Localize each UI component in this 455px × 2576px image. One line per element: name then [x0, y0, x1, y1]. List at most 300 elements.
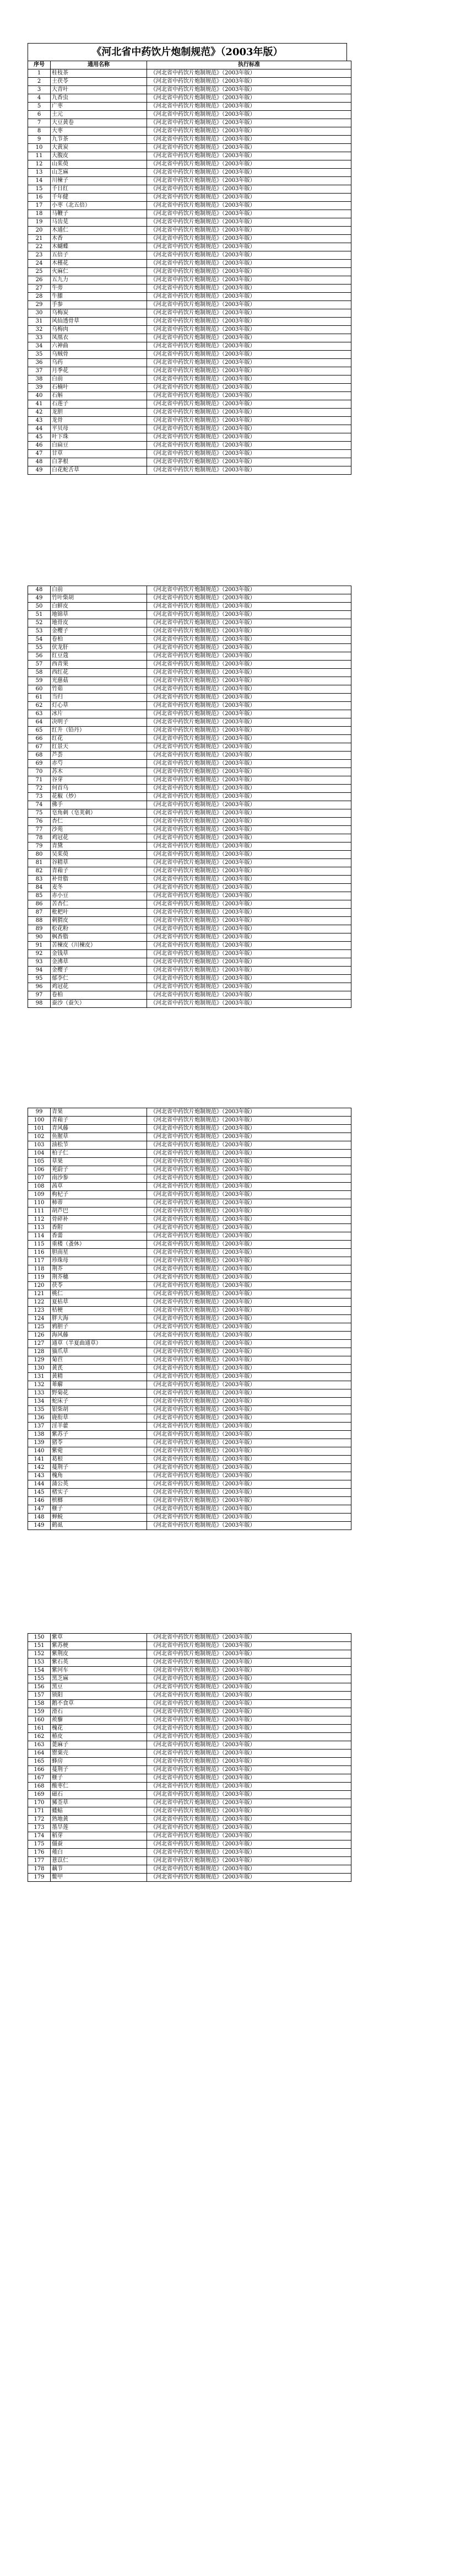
row-number: 107 — [28, 1174, 51, 1183]
table-row — [28, 967, 351, 975]
table-row — [28, 669, 351, 677]
table-row — [28, 942, 351, 950]
standard-cell: 《河北省中药饮片炮制规范》（2003年版） — [147, 1832, 351, 1840]
table-row — [28, 384, 351, 392]
herb-name: 草果 — [51, 1158, 147, 1166]
herb-name: 枫香脂 — [51, 933, 147, 942]
standard-cell: 《河北省中药饮片炮制规范》（2003年版） — [147, 1791, 351, 1799]
herb-name: 黄芪 — [51, 1365, 147, 1373]
row-number: 138 — [28, 1431, 51, 1439]
standard-cell: 《河北省中药饮片炮制规范》（2003年版） — [147, 160, 351, 169]
standard-cell: 《河北省中药饮片炮制规范》（2003年版） — [147, 466, 351, 475]
herb-name: 大豆黄卷 — [51, 119, 147, 127]
herb-name: 大青叶 — [51, 86, 147, 94]
standard-cell: 《河北省中药饮片炮制规范》（2003年版） — [147, 169, 351, 177]
standard-cell: 《河北省中药饮片炮制规范》（2003年版） — [147, 127, 351, 136]
table-row — [28, 743, 351, 752]
herb-name: 六神曲 — [51, 342, 147, 351]
herb-name: 木香 — [51, 235, 147, 243]
table-row — [28, 202, 351, 210]
table-row — [28, 776, 351, 785]
standard-cell: 《河北省中药饮片炮制规范》（2003年版） — [147, 1857, 351, 1865]
herb-name: 黑豆 — [51, 1683, 147, 1692]
table-row — [28, 1208, 351, 1216]
row-number: 89 — [28, 925, 51, 933]
standard-cell: 《河北省中药饮片炮制规范》（2003年版） — [147, 260, 351, 268]
row-number: 177 — [28, 1857, 51, 1865]
standard-cell: 《河北省中药饮片炮制规范》（2003年版） — [147, 177, 351, 185]
table-row — [28, 1865, 351, 1874]
herb-name: 楮实子 — [51, 1489, 147, 1497]
row-number: 41 — [28, 400, 51, 409]
row-number: 141 — [28, 1456, 51, 1464]
row-number: 61 — [28, 694, 51, 702]
row-number: 77 — [28, 826, 51, 834]
row-number: 135 — [28, 1406, 51, 1414]
table-row — [28, 111, 351, 119]
herb-name: 补骨脂 — [51, 876, 147, 884]
column-header-no: 序号 — [28, 61, 51, 69]
herb-name: 龙胆 — [51, 409, 147, 417]
herb-name: 乌药 — [51, 359, 147, 367]
standard-cell: 《河北省中药饮片炮制规范》（2003年版） — [147, 194, 351, 202]
standard-cell: 《河北省中药饮片炮制规范》（2003年版） — [147, 1414, 351, 1423]
table-row — [28, 636, 351, 644]
table-row — [28, 1389, 351, 1398]
row-number: 100 — [28, 1117, 51, 1125]
row-number: 36 — [28, 359, 51, 367]
column-header-name: 通用名称 — [51, 61, 147, 69]
standard-cell: 《河北省中药饮片炮制规范》（2003年版） — [147, 975, 351, 983]
herb-name: 银柴胡 — [51, 1406, 147, 1414]
table-row — [28, 842, 351, 851]
table-row — [28, 1183, 351, 1191]
standard-cell: 《河北省中药饮片炮制规范》（2003年版） — [147, 1208, 351, 1216]
row-number: 91 — [28, 942, 51, 950]
standard-cell: 《河北省中药饮片炮制规范》（2003年版） — [147, 1456, 351, 1464]
row-number: 6 — [28, 111, 51, 119]
standard-cell: 《河北省中药饮片炮制规范》（2003年版） — [147, 1749, 351, 1758]
standard-cell: 《河北省中药饮片炮制规范》（2003年版） — [147, 276, 351, 285]
table-row — [28, 400, 351, 409]
table-row — [28, 900, 351, 909]
herb-name: 桃仁 — [51, 1290, 147, 1298]
table-header-row — [28, 61, 351, 69]
herb-name: 灯心草 — [51, 702, 147, 710]
table-row — [28, 1323, 351, 1332]
herb-name: 麦冬 — [51, 884, 147, 892]
row-number: 130 — [28, 1365, 51, 1373]
row-number: 79 — [28, 842, 51, 851]
row-number: 8 — [28, 127, 51, 136]
column-header-std: 执行标准 — [147, 61, 351, 69]
row-number: 85 — [28, 892, 51, 900]
standard-cell: 《河北省中药饮片炮制规范》（2003年版） — [147, 1150, 351, 1158]
standard-cell: 《河北省中药饮片炮制规范》（2003年版） — [147, 694, 351, 702]
herb-name: 茯苓 — [51, 1282, 147, 1290]
table-row — [28, 1849, 351, 1857]
herb-name: 猫爪草 — [51, 1348, 147, 1356]
standard-cell: 《河北省中药饮片炮制规范》（2003年版） — [147, 1158, 351, 1166]
row-number: 93 — [28, 958, 51, 967]
row-number: 7 — [28, 119, 51, 127]
table-row — [28, 859, 351, 867]
standard-cell: 《河北省中药饮片炮制规范》（2003年版） — [147, 136, 351, 144]
table-row — [28, 1447, 351, 1456]
herb-name: 鹿衔草 — [51, 1414, 147, 1423]
row-number: 30 — [28, 309, 51, 318]
table-row — [28, 1406, 351, 1414]
herb-name: 榧子 — [51, 1774, 147, 1783]
herb-name: 手参 — [51, 301, 147, 309]
table-row — [28, 1282, 351, 1290]
row-number: 38 — [28, 375, 51, 384]
herb-name: 赤芍 — [51, 760, 147, 768]
table-row — [28, 1464, 351, 1472]
standard-cell: 《河北省中药饮片炮制规范》（2003年版） — [147, 1249, 351, 1257]
row-number: 179 — [28, 1874, 51, 1882]
row-number: 166 — [28, 1766, 51, 1774]
row-number: 97 — [28, 991, 51, 1000]
herb-name: 藕节 — [51, 1865, 147, 1874]
standard-cell: 《河北省中药饮片炮制规范》（2003年版） — [147, 235, 351, 243]
standard-cell: 《河北省中药饮片炮制规范》（2003年版） — [147, 69, 351, 78]
row-number: 108 — [28, 1183, 51, 1191]
table-row — [28, 1117, 351, 1125]
standard-cell: 《河北省中药饮片炮制规范》（2003年版） — [147, 1692, 351, 1700]
row-number: 76 — [28, 818, 51, 826]
row-number: 109 — [28, 1191, 51, 1199]
row-number: 176 — [28, 1849, 51, 1857]
table-row — [28, 194, 351, 202]
herb-name: 紫石英 — [51, 1659, 147, 1667]
herb-name: 葛根 — [51, 1456, 147, 1464]
row-number: 39 — [28, 384, 51, 392]
herb-name: 磁石 — [51, 1791, 147, 1799]
standard-cell: 《河北省中药饮片炮制规范》（2003年版） — [147, 111, 351, 119]
table-row — [28, 1381, 351, 1389]
herb-table — [28, 586, 351, 1008]
herb-name: 海风藤 — [51, 1332, 147, 1340]
row-number: 32 — [28, 326, 51, 334]
table-row — [28, 1423, 351, 1431]
table-row — [28, 268, 351, 276]
herb-name: 光慈菇 — [51, 677, 147, 685]
table-row — [28, 1799, 351, 1807]
row-number: 16 — [28, 194, 51, 202]
table-row — [28, 1125, 351, 1133]
table-row — [28, 1439, 351, 1447]
table-row — [28, 1356, 351, 1365]
herb-name: 苦楝皮（川楝皮） — [51, 942, 147, 950]
table-row — [28, 309, 351, 318]
herb-name: 荆芥穗 — [51, 1274, 147, 1282]
standard-cell: 《河北省中药饮片炮制规范》（2003年版） — [147, 1232, 351, 1241]
row-number: 127 — [28, 1340, 51, 1348]
standard-cell: 《河北省中药饮片炮制规范》（2003年版） — [147, 218, 351, 227]
table-row — [28, 1774, 351, 1783]
herb-name: 槐花 — [51, 1725, 147, 1733]
herb-name: 大黄炭 — [51, 144, 147, 152]
herb-name: 千日红 — [51, 185, 147, 194]
standard-cell: 《河北省中药饮片炮制规范》（2003年版） — [147, 1758, 351, 1766]
herb-name: 当归 — [51, 694, 147, 702]
table-row — [28, 78, 351, 86]
row-number: 34 — [28, 342, 51, 351]
standard-cell: 《河北省中药饮片炮制规范》（2003年版） — [147, 1191, 351, 1199]
table-row — [28, 685, 351, 694]
herb-name: 千年健 — [51, 194, 147, 202]
herb-name: 黑芝麻 — [51, 1675, 147, 1683]
herb-name: 石斛 — [51, 392, 147, 400]
row-number: 118 — [28, 1265, 51, 1274]
row-number: 65 — [28, 727, 51, 735]
table-row — [28, 342, 351, 351]
table-row — [28, 1414, 351, 1423]
table-row — [28, 466, 351, 475]
herb-name: 鸦胆子 — [51, 1323, 147, 1332]
standard-cell: 《河北省中药饮片炮制规范》（2003年版） — [147, 185, 351, 194]
table-row — [28, 801, 351, 809]
row-number: 148 — [28, 1514, 51, 1522]
row-number: 51 — [28, 611, 51, 619]
table-row — [28, 652, 351, 661]
table-row — [28, 1232, 351, 1241]
herb-name: 山茱萸 — [51, 160, 147, 169]
row-number: 151 — [28, 1642, 51, 1650]
herb-name: 郁李仁 — [51, 975, 147, 983]
standard-cell: 《河北省中药饮片炮制规范》（2003年版） — [147, 1816, 351, 1824]
row-number: 22 — [28, 243, 51, 251]
table-row — [28, 326, 351, 334]
herb-name: 马齿苋 — [51, 218, 147, 227]
herb-name: 平贝母 — [51, 425, 147, 433]
row-number: 167 — [28, 1774, 51, 1783]
table-row — [28, 1191, 351, 1199]
row-number: 48 — [28, 586, 51, 594]
row-number: 10 — [28, 144, 51, 152]
herb-name: 胡芦巴 — [51, 1208, 147, 1216]
herb-name: 金钱草 — [51, 950, 147, 958]
row-number: 31 — [28, 318, 51, 326]
table-row — [28, 251, 351, 260]
standard-cell: 《河北省中药饮片炮制规范》（2003年版） — [147, 392, 351, 400]
table-row — [28, 1472, 351, 1480]
standard-cell: 《河北省中药饮片炮制规范》（2003年版） — [147, 1799, 351, 1807]
row-number: 46 — [28, 442, 51, 450]
table-row — [28, 1642, 351, 1650]
row-number: 123 — [28, 1307, 51, 1315]
row-number: 113 — [28, 1224, 51, 1232]
standard-cell: 《河北省中药饮片炮制规范》（2003年版） — [147, 119, 351, 127]
herb-name: 紫苏子 — [51, 1431, 147, 1439]
herb-name: 苏木 — [51, 768, 147, 776]
herb-name: 鹤虱 — [51, 1522, 147, 1530]
standard-cell: 《河北省中药饮片炮制规范》（2003年版） — [147, 826, 351, 834]
standard-cell: 《河北省中药饮片炮制规范》（2003年版） — [147, 1683, 351, 1692]
row-number: 86 — [28, 900, 51, 909]
table-row — [28, 417, 351, 425]
table-row — [28, 1791, 351, 1799]
herb-name: 猪苓 — [51, 1439, 147, 1447]
standard-cell: 《河北省中药饮片炮制规范》（2003年版） — [147, 1265, 351, 1274]
standard-cell: 《河北省中药饮片炮制规范》（2003年版） — [147, 1241, 351, 1249]
herb-name: 椿皮 — [51, 1733, 147, 1741]
row-number: 178 — [28, 1865, 51, 1874]
standard-cell: 《河北省中药饮片炮制规范》（2003年版） — [147, 359, 351, 367]
table-row — [28, 367, 351, 375]
standard-cell: 《河北省中药饮片炮制规范》（2003年版） — [147, 1389, 351, 1398]
table-row — [28, 1683, 351, 1692]
table-row — [28, 1758, 351, 1766]
standard-cell: 《河北省中药饮片炮制规范》（2003年版） — [147, 685, 351, 694]
herb-name: 西青果 — [51, 661, 147, 669]
row-number: 94 — [28, 967, 51, 975]
table-row — [28, 619, 351, 627]
row-number: 143 — [28, 1472, 51, 1480]
herb-name: 紫菀 — [51, 1447, 147, 1456]
herb-name: 乌梅肉 — [51, 326, 147, 334]
row-number: 102 — [28, 1133, 51, 1141]
herb-name: 蜂房 — [51, 1758, 147, 1766]
standard-cell: 《河北省中药饮片炮制规范》（2003年版） — [147, 594, 351, 603]
herb-name: 茺蔚子 — [51, 1166, 147, 1174]
row-number: 25 — [28, 268, 51, 276]
standard-cell: 《河北省中药饮片炮制规范》（2003年版） — [147, 1199, 351, 1208]
table-row — [28, 334, 351, 342]
row-number: 15 — [28, 185, 51, 194]
row-number: 70 — [28, 768, 51, 776]
standard-cell: 《河北省中药饮片炮制规范》（2003年版） — [147, 1659, 351, 1667]
herb-name: 桂枝茶 — [51, 69, 147, 78]
herb-name: 金沸草 — [51, 958, 147, 967]
standard-cell: 《河北省中药饮片炮制规范》（2003年版） — [147, 735, 351, 743]
herb-name: 滑石 — [51, 1708, 147, 1716]
herb-name: 九节茶 — [51, 136, 147, 144]
row-number: 126 — [28, 1332, 51, 1340]
standard-cell: 《河北省中药饮片炮制规范》（2003年版） — [147, 1274, 351, 1282]
standard-cell: 《河北省中药饮片炮制规范》（2003年版） — [147, 1174, 351, 1183]
row-number: 172 — [28, 1816, 51, 1824]
standard-cell: 《河北省中药饮片炮制规范》（2003年版） — [147, 644, 351, 652]
row-number: 21 — [28, 235, 51, 243]
herb-name: 红花 — [51, 735, 147, 743]
herb-name: 茜草 — [51, 1183, 147, 1191]
row-number: 9 — [28, 136, 51, 144]
standard-cell: 《河北省中药饮片炮制规范》（2003年版） — [147, 94, 351, 103]
row-number: 66 — [28, 735, 51, 743]
row-number: 63 — [28, 710, 51, 718]
standard-cell: 《河北省中药饮片炮制规范》（2003年版） — [147, 776, 351, 785]
herb-name: 土茯苓 — [51, 78, 147, 86]
row-number: 14 — [28, 177, 51, 185]
herb-name: 五倍子 — [51, 251, 147, 260]
herb-name: 苦杏仁 — [51, 900, 147, 909]
standard-cell: 《河北省中药饮片炮制规范》（2003年版） — [147, 409, 351, 417]
herb-name: 豨莶草 — [51, 1799, 147, 1807]
standard-cell: 《河北省中药饮片炮制规范》（2003年版） — [147, 851, 351, 859]
table-row — [28, 1332, 351, 1340]
table-row — [28, 1522, 351, 1530]
table-row — [28, 1489, 351, 1497]
herb-name: 香薷 — [51, 1232, 147, 1241]
table-row — [28, 1265, 351, 1274]
row-number: 57 — [28, 661, 51, 669]
standard-cell: 《河北省中药饮片炮制规范》（2003年版） — [147, 152, 351, 160]
row-number: 87 — [28, 909, 51, 917]
table-row — [28, 1174, 351, 1183]
standard-cell: 《河北省中药饮片炮制规范》（2003年版） — [147, 425, 351, 433]
table-row — [28, 392, 351, 400]
herb-name: 青黛 — [51, 842, 147, 851]
table-row — [28, 152, 351, 160]
standard-cell: 《河北省中药饮片炮制规范》（2003年版） — [147, 652, 351, 661]
standard-cell: 《河北省中药饮片炮制规范》（2003年版） — [147, 268, 351, 276]
herb-name: 珍珠母 — [51, 1257, 147, 1265]
standard-cell: 《河北省中药饮片炮制规范》（2003年版） — [147, 433, 351, 442]
table-row — [28, 1340, 351, 1348]
table-row — [28, 86, 351, 94]
table-row — [28, 909, 351, 917]
herb-name: 乌贼骨 — [51, 351, 147, 359]
table-row — [28, 375, 351, 384]
herb-name: 青风藤 — [51, 1125, 147, 1133]
table-row — [28, 177, 351, 185]
row-number: 49 — [28, 466, 51, 475]
table-row — [28, 1298, 351, 1307]
table-row — [28, 661, 351, 669]
table-row — [28, 1224, 351, 1232]
standard-cell: 《河北省中药饮片炮制规范》（2003年版） — [147, 661, 351, 669]
herb-name: 山芝麻 — [51, 169, 147, 177]
standard-cell: 《河北省中药饮片炮制规范》（2003年版） — [147, 227, 351, 235]
herb-name: 胖大海 — [51, 1315, 147, 1323]
table-row — [28, 983, 351, 991]
row-number: 59 — [28, 677, 51, 685]
standard-cell: 《河北省中药饮片炮制规范》（2003年版） — [147, 1522, 351, 1530]
standard-cell: 《河北省中药饮片炮制规范》（2003年版） — [147, 367, 351, 375]
row-number: 128 — [28, 1348, 51, 1356]
standard-cell: 《河北省中药饮片炮制规范》（2003年版） — [147, 1125, 351, 1133]
table-row — [28, 144, 351, 152]
row-number: 90 — [28, 933, 51, 942]
row-number: 56 — [28, 652, 51, 661]
table-row — [28, 1257, 351, 1265]
table-row — [28, 318, 351, 326]
row-number: 170 — [28, 1799, 51, 1807]
row-number: 24 — [28, 260, 51, 268]
row-number: 117 — [28, 1257, 51, 1265]
table-row — [28, 793, 351, 801]
standard-cell: 《河北省中药饮片炮制规范》（2003年版） — [147, 342, 351, 351]
standard-cell: 《河北省中药饮片炮制规范》（2003年版） — [147, 884, 351, 892]
row-number: 71 — [28, 776, 51, 785]
standard-cell: 《河北省中药饮片炮制规范》（2003年版） — [147, 1356, 351, 1365]
standard-cell: 《河北省中药饮片炮制规范》（2003年版） — [147, 1667, 351, 1675]
standard-cell: 《河北省中药饮片炮制规范》（2003年版） — [147, 1216, 351, 1224]
standard-cell: 《河北省中药饮片炮制规范》（2003年版） — [147, 834, 351, 842]
standard-cell: 《河北省中药饮片炮制规范》（2003年版） — [147, 1650, 351, 1659]
table-row — [28, 136, 351, 144]
table-row — [28, 185, 351, 194]
herb-name: 地锦草 — [51, 611, 147, 619]
standard-cell: 《河北省中药饮片炮制规范》（2003年版） — [147, 933, 351, 942]
row-number: 103 — [28, 1141, 51, 1150]
table-row — [28, 718, 351, 727]
row-number: 58 — [28, 669, 51, 677]
herb-name: 川楝子 — [51, 177, 147, 185]
standard-cell: 《河北省中药饮片炮制规范》（2003年版） — [147, 942, 351, 950]
